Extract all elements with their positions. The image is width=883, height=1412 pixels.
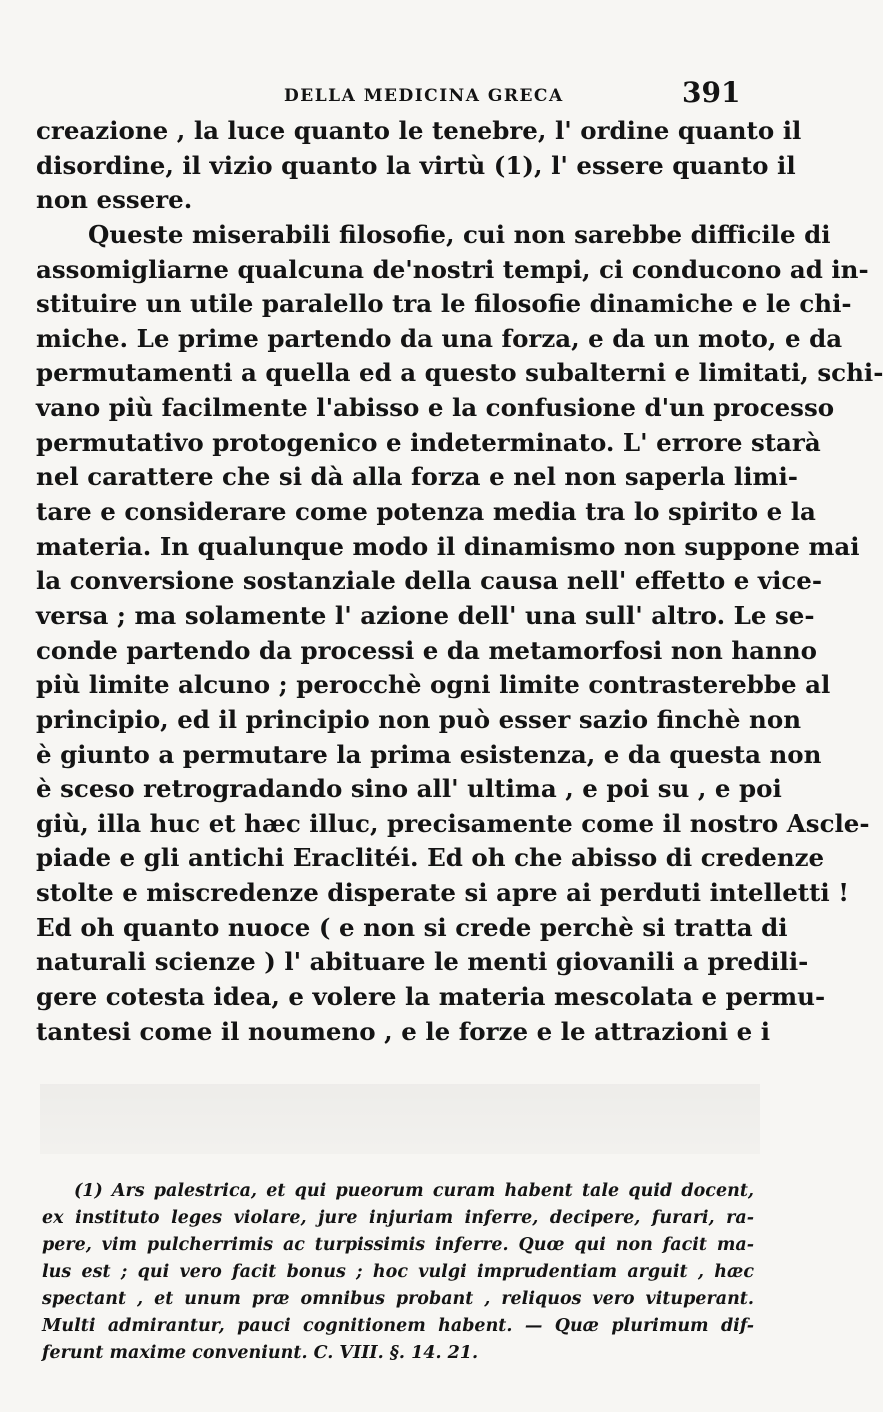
text-line: miche. Le prime partendo da una forza, e da un moto, e da <box>36 323 843 353</box>
text-line: è sceso retrogradando sino all' ultima , e poi su , e poi <box>36 774 782 804</box>
footnote-line: lus est ; qui vero facit bonus ; hoc vulgi imprudentiam arguit , hæc <box>42 1262 754 1282</box>
text-line: piade e gli antichi Eraclitéi. Ed oh che abisso di credenze <box>36 843 825 873</box>
footnote-line: ferunt maxime conveniunt. C. VIII. §. 14. 21. <box>42 1343 479 1363</box>
text-line: naturali scienze ) l' abituare le menti giovanili a predili- <box>36 947 809 977</box>
footnote-line: ex instituto leges violare, jure injuriam inferre, decipere, furari, ra- <box>42 1208 754 1228</box>
text-line: principio, ed il principio non può esser sazio finchè non <box>36 704 802 734</box>
text-line: tare e considerare come potenza media tra lo spirito e la <box>36 497 816 527</box>
text-line: stituire un utile paralello tra le filosofie dinamiche e le chi- <box>36 289 852 319</box>
text-line: materia. In qualunque modo il dinamismo non suppone mai <box>36 531 860 561</box>
text-line: creazione , la luce quanto le tenebre, l' ordine quanto il <box>36 116 802 145</box>
text-line: vano più facilmente l'abisso e la confusione d'un processo <box>36 393 835 423</box>
text-line: permutamenti a quella ed a questo subalterni e limitati, schi- <box>36 358 883 388</box>
footnote-line: (1) Ars palestrica, et qui pueorum curam habent tale quid docent, <box>74 1181 754 1201</box>
text-line: non essere. <box>36 185 193 215</box>
footnote-line: Multi admirantur, pauci cognitionem habent. — Quæ plurimum dif- <box>42 1316 754 1336</box>
body-text <box>36 114 883 1049</box>
running-head: DELLA MEDICINA GRECA <box>284 86 564 106</box>
page-header <box>0 76 800 116</box>
footnote <box>42 1178 754 1367</box>
text-line: versa ; ma solamente l' azione dell' una sull' altro. Le se- <box>36 600 815 630</box>
text-line: permutativo protogenico e indeterminato. L' errore starà <box>36 427 821 457</box>
text-line: più limite alcuno ; perocchè ogni limite contrasterebbe al <box>36 670 831 700</box>
text-line: tantesi come il noumeno , e le forze e le attrazioni e i <box>36 1016 771 1046</box>
text-line: disordine, il vizio quanto la virtù (1), l' essere quanto il <box>36 150 796 180</box>
text-line: è giunto a permutare la prima esistenza, e da questa non <box>36 739 822 769</box>
text-line: la conversione sostanziale della causa nell' effetto e vice- <box>36 566 823 596</box>
text-line: conde partendo da processi e da metamorfosi non hanno <box>36 635 817 665</box>
text-line: stolte e miscredenze disperate si apre ai perduti intelletti ! <box>36 878 850 908</box>
text-line: nel carattere che si dà alla forza e nel non saperla limi- <box>36 462 798 492</box>
text-line: Queste miserabili filosofie, cui non sarebbe difficile di <box>88 219 831 249</box>
footnote-line: pere, vim pulcherrimis ac turpissimis inferre. Quœ qui non facit ma- <box>42 1235 754 1255</box>
text-line: assomigliarne qualcuna de'nostri tempi, ci conducono ad in- <box>36 254 869 284</box>
text-line: gere cotesta idea, e volere la materia mescolata e permu- <box>36 982 826 1012</box>
text-line: Ed oh quanto nuoce ( e non si crede perchè si tratta di <box>36 912 788 942</box>
page-number: 391 <box>682 76 741 109</box>
footnote-line: spectant , et unum præ omnibus probant , reliquos vero vituperant. <box>42 1289 754 1309</box>
text-line: giù, illa huc et hæc illuc, precisamente come il nostro Ascle- <box>36 808 870 838</box>
show-through-shadow <box>40 1084 760 1154</box>
